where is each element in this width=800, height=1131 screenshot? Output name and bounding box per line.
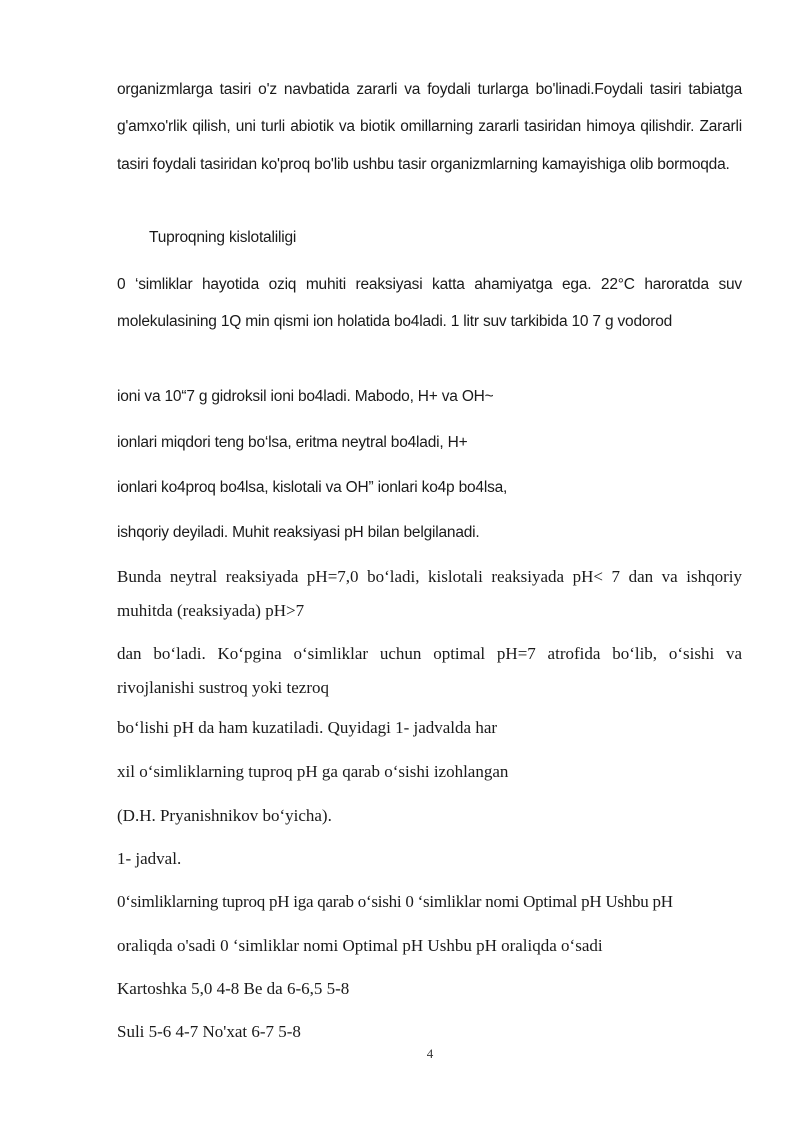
section-heading: Tuproqning kislotaliligi (149, 229, 297, 246)
text-line-ions-3: ionlari ko4proq bo4lsa, kislotali va OH” ionlari ko4p bo4lsa, (117, 479, 508, 496)
text-line-ions-4: ishqoriy deyiladi. Muhit reaksiyasi pH bilan belgilanadi. (117, 524, 480, 541)
paragraph-ph: 0 ‘simliklar hayotida oziq muhiti reaksiyasi katta ahamiyatga ega. 22°C haroratda suv molekulasining 1Q min qismi ion holatida bo4ladi. 1 litr suv tarkibida 10 7 g vodorod (117, 276, 742, 331)
table-row: Suli 5-6 4-7 No'xat 6-7 5-8 (117, 1022, 301, 1041)
paragraph-neutral: Bunda neytral reaksiyada pH=7,0 bo‘ladi, kislotali reaksiyada pH< 7 dan va ishqoriy muhitda (reaksiyada) pH>7 (117, 567, 742, 620)
text-line-citation: (D.H. Pryanishnikov bo‘yicha). (117, 806, 332, 825)
table-label: 1- jadval. (117, 849, 182, 868)
text-line-table-ref-1: bo‘lishi pH da ham kuzatiladi. Quyidagi 1- jadvalda har (117, 718, 498, 737)
text-line-ions-2: ionlari miqdori teng bo‘lsa, eritma neytral bo4ladi, H+ (117, 434, 468, 451)
table-row: Kartoshka 5,0 4-8 Be da 6-6,5 5-8 (117, 979, 350, 998)
page-number: 4 (426, 1046, 434, 1061)
table-header-line-2: oraliqda o'sadi 0 ‘simliklar nomi Optimal pH Ushbu pH oraliqda o‘sadi (117, 936, 603, 955)
text-line-table-ref-2: xil o‘simliklarning tuproq pH ga qarab o‘sishi izohlangan (117, 762, 509, 781)
table-header-line-1: 0‘simliklarning tuproq pH iga qarab o‘sishi 0 ‘simliklar nomi Optimal pH Ushbu pH (117, 892, 673, 911)
paragraph-optimal: dan bo‘ladi. Ko‘pgina o‘simliklar uchun optimal pH=7 atrofida bo‘lib, o‘sishi va rivojlanishi sustroq yoki tezroq (117, 644, 742, 697)
paragraph-intro: organizmlarga tasiri o'z navbatida zararli va foydali turlarga bo'linadi.Foydali tasiri tabiatga g'amxo'rlik qilish, uni turli abiotik va biotik omillarning zararli tasiridan himoya qilishdir. Zararli tasiri foydali tasiridan ko'proq bo'lib ushbu tasir organizmlarning kamayishiga olib bormoqda. (117, 81, 742, 173)
text-line-ions-1: ioni va 10“7 g gidroksil ioni bo4ladi. Mabodo, H+ va OH~ (117, 388, 494, 405)
